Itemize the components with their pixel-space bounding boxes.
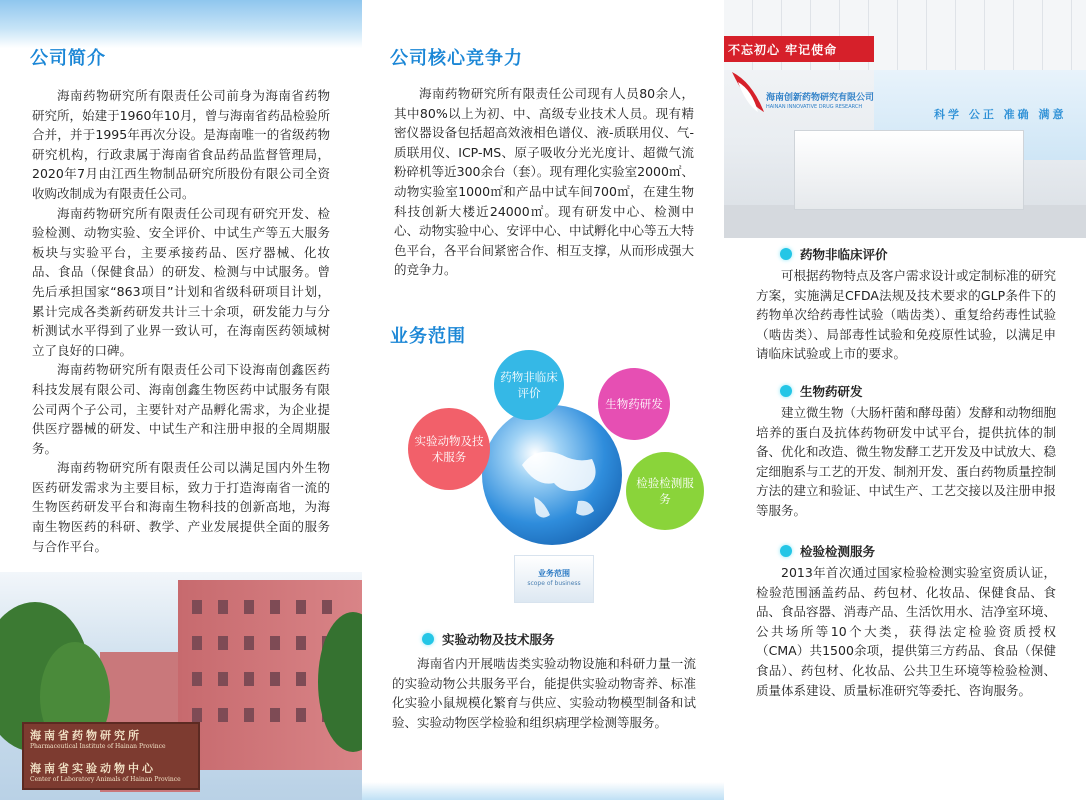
animal-paragraph: 海南省内开展啮齿类实验动物设施和科研力量一流的实验动物公共服务平台，能提供实验动物寄养、标准化实验小鼠规模化繁育与供应、实验动物模型制备和试验、实验动物医学检验和组织病理学检测等服务。	[392, 656, 696, 730]
panel-services	[724, 0, 1086, 800]
bullet-animal	[422, 630, 555, 648]
bullet-title: 检验检测服务	[800, 544, 876, 559]
institute-sign	[22, 722, 200, 790]
bullet-title: 实验动物及技术服务	[442, 632, 555, 647]
nonclinical-text	[756, 266, 1056, 364]
sky-banner	[0, 0, 362, 48]
red-slogan-sign: 不忘初心 牢记使命	[724, 36, 874, 62]
animal-text	[392, 654, 696, 732]
intro-text	[32, 86, 330, 556]
scope-pedestal	[514, 555, 594, 603]
sign-line: 海南省药物研究所	[30, 729, 142, 742]
testing-paragraph: 2013年首次通过国家检验检测实验室资质认证，检验范围涵盖药品、药包材、化妆品、保健食品、食品、食品容器、消毒产品、生活饮用水、洁净室环境、公共场所等10个大类，获得法定检验资质授权（CMA）共1500余项，提供第三方药品、食品（保健食品）、药包材、化妆品、公共卫生环境等检验检测、质量体系建设、质量标准研究等委托、咨询服务。	[756, 565, 1057, 698]
wing-logo-icon	[728, 62, 768, 122]
globe-continents	[482, 405, 622, 545]
heading-company-intro: 公司简介	[30, 48, 106, 69]
pedestal-title: 业务范围	[538, 569, 570, 578]
reception-counter	[794, 130, 1024, 210]
nonclinical-paragraph: 可根据药物特点及客户需求设计或定制标准的研究方案，实施满足CFDA法规及技术要求的GLP条件下的药物单次给药毒性试验（啮齿类）、重复给药毒性试验（啮齿类）、局部毒性试验和免疫原性试验，以满足申请临床试验或上市的要求。	[756, 268, 1057, 362]
heading-business-scope: 业务范围	[390, 326, 466, 347]
bubble-testing: 检验检测服务	[626, 452, 704, 530]
bullet-dot-icon	[780, 545, 792, 557]
bio-paragraph: 建立微生物（大肠杆菌和酵母菌）发酵和动物细胞培养的蛋白及抗体药物研发中试平台，提供抗体的制备、优化和改造、微生物发酵工艺开发及中试放大、稳定细胞系与工艺的开发、制剂开发、蛋白药物质量控制方法的建立和验证、中试生产、工艺交接以及注册申报等服务。	[756, 405, 1057, 518]
bubble-bio: 生物药研发	[598, 368, 670, 440]
intro-paragraph: 海南药物研究所有限责任公司前身为海南省药物研究所，始建于1960年10月，曾与海南省药品检验所合并，并于1995年再次分设。是海南唯一的省级药物研究机构，行政隶属于海南省食品药品监督管理局，2020年7月由江西生物制品研究所股份有限公司全资收购改制成为有限责任公司。	[32, 88, 330, 201]
sign-line: 海南省实验动物中心	[30, 762, 156, 775]
sign-line: Pharmaceutical Institute of Hainan Province	[30, 743, 166, 750]
bullet-title: 药物非临床评价	[800, 247, 888, 262]
bubble-animal: 实验动物及技术服务	[408, 408, 490, 490]
lobby-logo-subtext: HAINAN INNOVATIVE DRUG RESEARCH	[766, 104, 863, 110]
bullet-testing	[780, 542, 875, 560]
competence-paragraph: 海南药物研究所有限责任公司现有人员80余人，其中80%以上为初、中、高级专业技术人员。现有精密仪器设备包括超高效液相色谱仪、液-质联用仪、气-质联用仪、ICP-MS、原子吸收分光光度计、超微气流粉碎机等近300余台（套）。现有理化实验室2000㎡、动物实验室1000㎡和产品中试车间700㎡，在建生物科技创新大楼近24000㎡。现有研发中心、检测中心、动物实验中心、安评中心、中试孵化中心等五大特色平台，各平台间紧密合作、相互支撑，从而形成强大的竞争力。	[394, 86, 695, 278]
bullet-dot-icon	[780, 385, 792, 397]
intro-paragraph: 海南药物研究所有限责任公司以满足国内外生物医药研发需求为主要目标，致力于打造海南省一流的生物医药研发平台和海南生物科技的创新高地，为海南生物医药的科研、教学、产业发展提供全面的服务与合作平台。	[32, 460, 330, 554]
globe-graphic	[482, 405, 622, 545]
competence-text	[394, 84, 694, 280]
pedestal-subtitle: scope of business	[527, 580, 581, 587]
panel-competence	[362, 0, 724, 800]
heading-competence: 公司核心竞争力	[390, 48, 523, 69]
bullet-dot-icon	[780, 248, 792, 260]
wall-slogan: 科学 公正 准确 满意	[934, 108, 1067, 121]
building-photo	[0, 572, 362, 800]
lobby-logo-text: 海南创新药物研究有限公司	[766, 93, 875, 103]
sign-line: Center of Laboratory Animals of Hainan Province	[30, 776, 181, 783]
bottom-gradient	[362, 782, 724, 800]
bullet-bio	[780, 382, 863, 400]
panel-company-intro	[0, 0, 362, 800]
lobby-photo	[724, 0, 1086, 238]
bullet-dot-icon	[422, 633, 434, 645]
intro-paragraph: 海南药物研究所有限责任公司下设海南创鑫医药科技发展有限公司、海南创鑫生物医药中试服务有限公司两个子公司，主要针对产品孵化需求，为企业提供医疗器械的研发、中试生产和注册申报的全周期服务。	[32, 362, 330, 456]
bubble-nonclinical: 药物非临床评价	[494, 350, 564, 420]
bio-text	[756, 403, 1056, 521]
testing-text	[756, 563, 1056, 700]
bullet-nonclinical	[780, 245, 888, 263]
bullet-title: 生物药研发	[800, 384, 863, 399]
intro-paragraph: 海南药物研究所有限责任公司现有研究开发、检验检测、动物实验、安全评价、中试生产等五大服务板块与实验平台，主要承接药品、医疗器械、化妆品、食品（保健食品）的研发、检测与中试服务。曾先后承担国家“863项目”计划和省级科研项目计划，累计完成各类新药研发共计三十余项，研发能力与分析测试水平得到了业界一致认可，在海南医药领域树立了良好的口碑。	[32, 205, 330, 358]
